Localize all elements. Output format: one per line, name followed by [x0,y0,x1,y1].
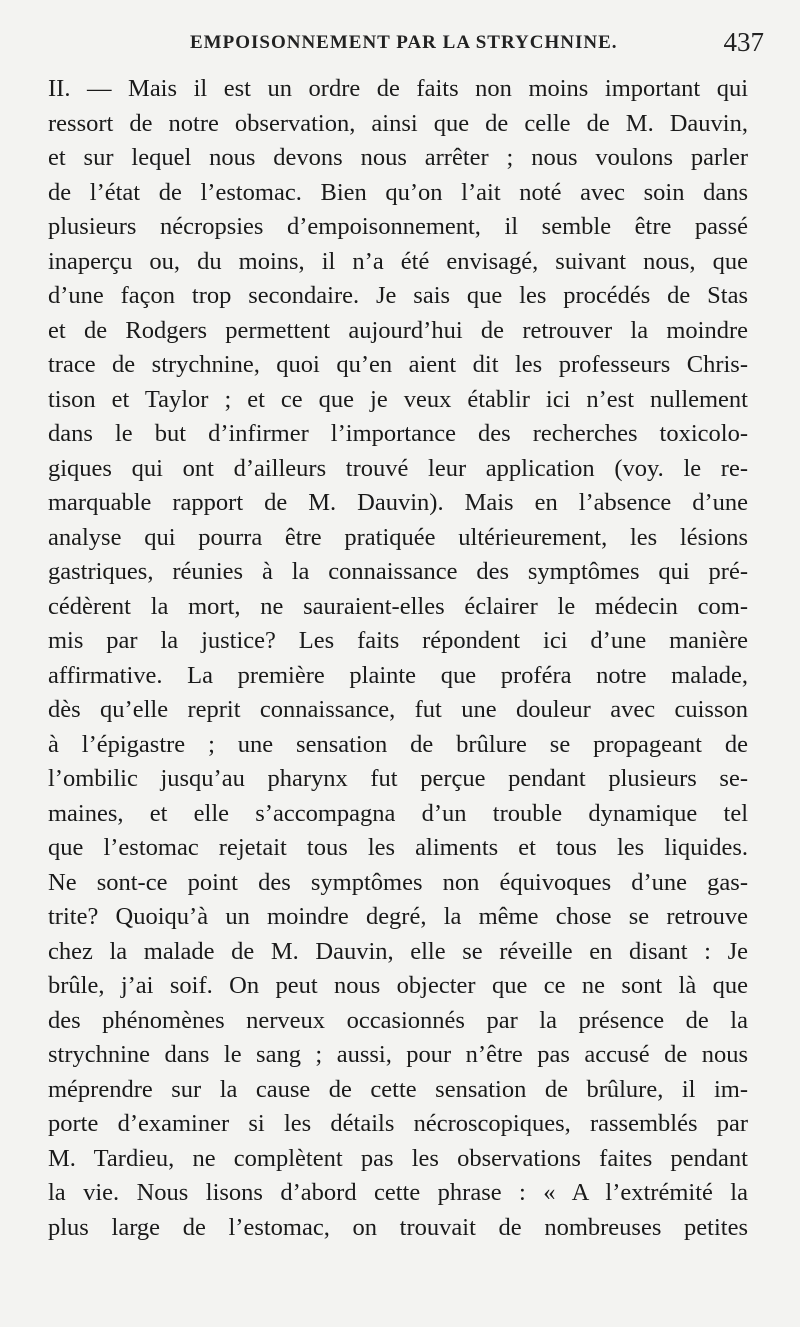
text-line: de l’état de l’estomac. Bien qu’on l’ait noté avec soin dans [48,178,748,206]
text-line: tison et Taylor ; et ce que je veux établir ici n’est nullement [48,385,748,413]
text-line: à l’épigastre ; une sensation de brûlure se propageant de [48,730,748,758]
text-line: cédèrent la mort, ne sauraient-elles éclairer le médecin com- [48,592,748,620]
page-number: 437 [723,27,764,57]
text-line: des phénomènes nerveux occasionnés par la présence de la [48,1006,748,1034]
text-line: d’une façon trop secondaire. Je sais que les procédés de Stas [48,282,748,309]
text-line: la vie. Nous lisons d’abord cette phrase : « A l’extrémité la [48,1179,748,1206]
text-line: marquable rapport de M. Dauvin). Mais en l’absence d’une [48,489,748,516]
text-line: strychnine dans le sang ; aussi, pour n’être pas accusé de nous [48,1041,748,1068]
text-line: et de Rodgers permettent aujourd’hui de retrouver la moindre [48,316,748,344]
text-line: giques qui ont d’ailleurs trouvé leur application (voy. le re- [48,454,748,482]
text-line: M. Tardieu, ne complètent pas les observations faites pendant [48,1144,748,1172]
text-line: ressort de notre observation, ainsi que de celle de M. Dauvin, [48,109,748,137]
text-line: Ne sont-ce point des symptômes non équivoques d’une gas- [48,868,748,896]
text-line: l’ombilic jusqu’au pharynx fut perçue pendant plusieurs se- [48,765,748,792]
text-line: dès qu’elle reprit connaissance, fut une douleur avec cuisson [48,696,748,723]
text-line: plusieurs nécropsies d’empoisonnement, il semble être passé [48,213,748,240]
text-line: trace de strychnine, quoi qu’en aient dit les professeurs Chris- [48,351,748,378]
text-line: inaperçu ou, du moins, il n’a été envisagé, suivant nous, que [48,247,748,275]
text-line: brûle, j’ai soif. On peut nous objecter que ce ne sont là que [48,972,748,999]
text-line: méprendre sur la cause de cette sensation de brûlure, il im- [48,1075,748,1103]
text-line: dans le but d’infirmer l’importance des recherches toxicolo- [48,420,748,447]
text-line: mis par la justice? Les faits répondent ici d’une manière [48,627,748,654]
text-line: trite? Quoiqu’à un moindre degré, la même chose se retrouve [48,903,748,930]
text-line: et sur lequel nous devons nous arrêter ; nous voulons parler [48,144,748,171]
body-text [48,72,748,1245]
text-line: II. — Mais il est un ordre de faits non moins important qui [48,75,748,102]
text-line: porte d’examiner si les détails nécroscopiques, rassemblés par [48,1110,748,1137]
text-line: gastriques, réunies à la connaissance des symptômes qui pré- [48,558,748,585]
text-line: affirmative. La première plainte que proféra notre malade, [48,661,748,689]
text-line: plus large de l’estomac, on trouvait de nombreuses petites [48,1213,748,1241]
text-line: que l’estomac rejetait tous les aliments et tous les liquides. [48,834,748,861]
text-line: chez la malade de M. Dauvin, elle se réveille en disant : Je [48,937,748,965]
running-title: EMPOISONNEMENT PAR LA STRYCHNINE. [190,32,618,53]
text-line: maines, et elle s’accompagna d’un trouble dynamique tel [48,799,748,827]
text-line: analyse qui pourra être pratiquée ultérieurement, les lésions [48,523,748,551]
